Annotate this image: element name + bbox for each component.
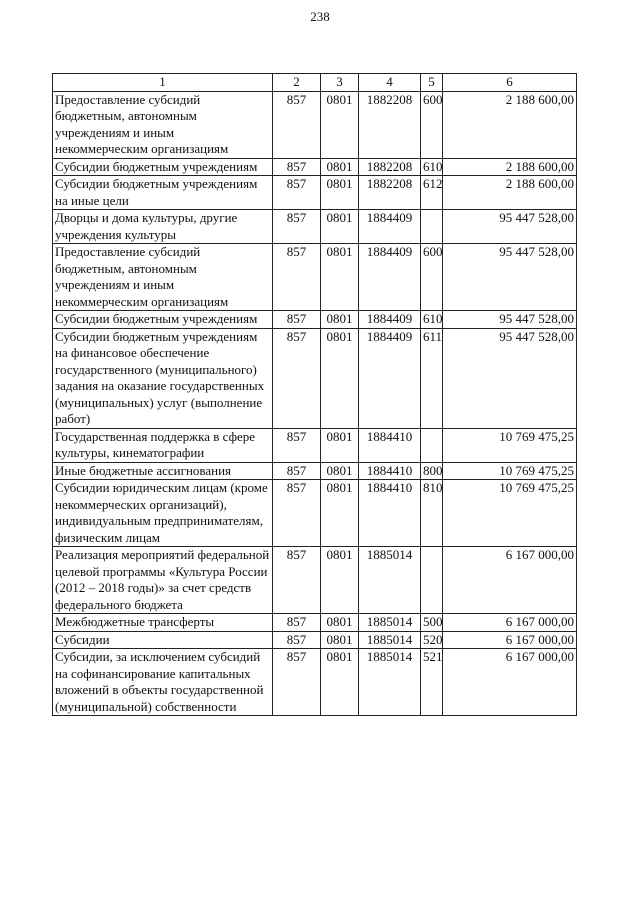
target-article-cell: 1884410 (359, 480, 421, 547)
amount-cell: 95 447 528,00 (443, 244, 577, 311)
header-cell-5: 5 (421, 74, 443, 92)
amount-cell: 2 188 600,00 (443, 176, 577, 210)
amount-cell: 95 447 528,00 (443, 328, 577, 428)
ministry-code-cell: 857 (273, 614, 321, 632)
expense-type-cell: 600 (421, 244, 443, 311)
target-article-cell: 1884410 (359, 462, 421, 480)
expense-type-cell: 810 (421, 480, 443, 547)
section-code-cell: 0801 (321, 462, 359, 480)
expense-name-cell: Субсидии (53, 631, 273, 649)
expense-type-cell: 500 (421, 614, 443, 632)
table-row (53, 176, 577, 210)
amount-cell: 6 167 000,00 (443, 631, 577, 649)
expense-name-cell: Субсидии бюджетным учреждениям на финансовое обеспечение государственного (муниципального) задания на оказание государственных (муниципальных) услуг (выполнение работ) (53, 328, 273, 428)
expense-name-cell: Субсидии юридическим лицам (кроме некоммерческих организаций), индивидуальным предпринимателям, физическим лицам (53, 480, 273, 547)
ministry-code-cell: 857 (273, 631, 321, 649)
header-cell-2: 2 (273, 74, 321, 92)
section-code-cell: 0801 (321, 614, 359, 632)
ministry-code-cell: 857 (273, 328, 321, 428)
section-code-cell: 0801 (321, 311, 359, 329)
amount-cell: 95 447 528,00 (443, 210, 577, 244)
expense-type-cell: 600 (421, 91, 443, 158)
section-code-cell: 0801 (321, 91, 359, 158)
target-article-cell: 1885014 (359, 547, 421, 614)
ministry-code-cell: 857 (273, 158, 321, 176)
ministry-code-cell: 857 (273, 210, 321, 244)
table-row (53, 210, 577, 244)
section-code-cell: 0801 (321, 210, 359, 244)
section-code-cell: 0801 (321, 631, 359, 649)
ministry-code-cell: 857 (273, 428, 321, 462)
budget-table (52, 73, 577, 716)
ministry-code-cell: 857 (273, 462, 321, 480)
target-article-cell: 1885014 (359, 649, 421, 716)
section-code-cell: 0801 (321, 649, 359, 716)
amount-cell: 10 769 475,25 (443, 428, 577, 462)
amount-cell: 10 769 475,25 (443, 480, 577, 547)
amount-cell: 2 188 600,00 (443, 158, 577, 176)
expense-type-cell (421, 547, 443, 614)
header-cell-1: 1 (53, 74, 273, 92)
target-article-cell: 1882208 (359, 176, 421, 210)
section-code-cell: 0801 (321, 244, 359, 311)
table-body (53, 91, 577, 716)
ministry-code-cell: 857 (273, 244, 321, 311)
table-row (53, 631, 577, 649)
table-row (53, 462, 577, 480)
target-article-cell: 1884409 (359, 244, 421, 311)
expense-type-cell: 520 (421, 631, 443, 649)
expense-name-cell: Государственная поддержка в сфере культуры, кинематографии (53, 428, 273, 462)
expense-name-cell: Межбюджетные трансферты (53, 614, 273, 632)
table-header (53, 74, 577, 92)
section-code-cell: 0801 (321, 547, 359, 614)
section-code-cell: 0801 (321, 158, 359, 176)
table-row (53, 158, 577, 176)
expense-type-cell: 521 (421, 649, 443, 716)
expense-type-cell: 612 (421, 176, 443, 210)
table-row (53, 91, 577, 158)
amount-cell: 6 167 000,00 (443, 547, 577, 614)
expense-name-cell: Субсидии бюджетным учреждениям (53, 158, 273, 176)
expense-name-cell: Субсидии, за исключением субсидий на софинансирование капитальных вложений в объекты государственной (муниципальной) собственности (53, 649, 273, 716)
expense-name-cell: Предоставление субсидий бюджетным, автономным учреждениям и иным некоммерческим организациям (53, 244, 273, 311)
amount-cell: 6 167 000,00 (443, 649, 577, 716)
ministry-code-cell: 857 (273, 547, 321, 614)
header-cell-6: 6 (443, 74, 577, 92)
expense-type-cell (421, 428, 443, 462)
header-row (53, 74, 577, 92)
expense-type-cell: 610 (421, 158, 443, 176)
target-article-cell: 1885014 (359, 614, 421, 632)
amount-cell: 2 188 600,00 (443, 91, 577, 158)
target-article-cell: 1885014 (359, 631, 421, 649)
table-row (53, 649, 577, 716)
section-code-cell: 0801 (321, 428, 359, 462)
target-article-cell: 1884410 (359, 428, 421, 462)
expense-type-cell: 610 (421, 311, 443, 329)
table-row (53, 614, 577, 632)
table-row (53, 244, 577, 311)
page-number: 238 (310, 9, 330, 24)
ministry-code-cell: 857 (273, 311, 321, 329)
section-code-cell: 0801 (321, 480, 359, 547)
ministry-code-cell: 857 (273, 480, 321, 547)
expense-name-cell: Предоставление субсидий бюджетным, автономным учреждениям и иным некоммерческим организациям (53, 91, 273, 158)
table-row (53, 311, 577, 329)
ministry-code-cell: 857 (273, 176, 321, 210)
target-article-cell: 1884409 (359, 210, 421, 244)
expense-name-cell: Иные бюджетные ассигнования (53, 462, 273, 480)
amount-cell: 6 167 000,00 (443, 614, 577, 632)
target-article-cell: 1884409 (359, 311, 421, 329)
expense-type-cell: 800 (421, 462, 443, 480)
header-cell-3: 3 (321, 74, 359, 92)
expense-name-cell: Субсидии бюджетным учреждениям на иные цели (53, 176, 273, 210)
target-article-cell: 1884409 (359, 328, 421, 428)
target-article-cell: 1882208 (359, 91, 421, 158)
section-code-cell: 0801 (321, 176, 359, 210)
target-article-cell: 1882208 (359, 158, 421, 176)
expense-name-cell: Реализация мероприятий федеральной целевой программы «Культура России (2012 – 2018 годы)» за счет средств федерального бюджета (53, 547, 273, 614)
amount-cell: 95 447 528,00 (443, 311, 577, 329)
ministry-code-cell: 857 (273, 91, 321, 158)
table-row (53, 428, 577, 462)
table-row (53, 480, 577, 547)
expense-type-cell: 611 (421, 328, 443, 428)
header-cell-4: 4 (359, 74, 421, 92)
ministry-code-cell: 857 (273, 649, 321, 716)
expense-type-cell (421, 210, 443, 244)
table-row (53, 328, 577, 428)
expense-name-cell: Дворцы и дома культуры, другие учреждения культуры (53, 210, 273, 244)
amount-cell: 10 769 475,25 (443, 462, 577, 480)
section-code-cell: 0801 (321, 328, 359, 428)
expense-name-cell: Субсидии бюджетным учреждениям (53, 311, 273, 329)
table-row (53, 547, 577, 614)
